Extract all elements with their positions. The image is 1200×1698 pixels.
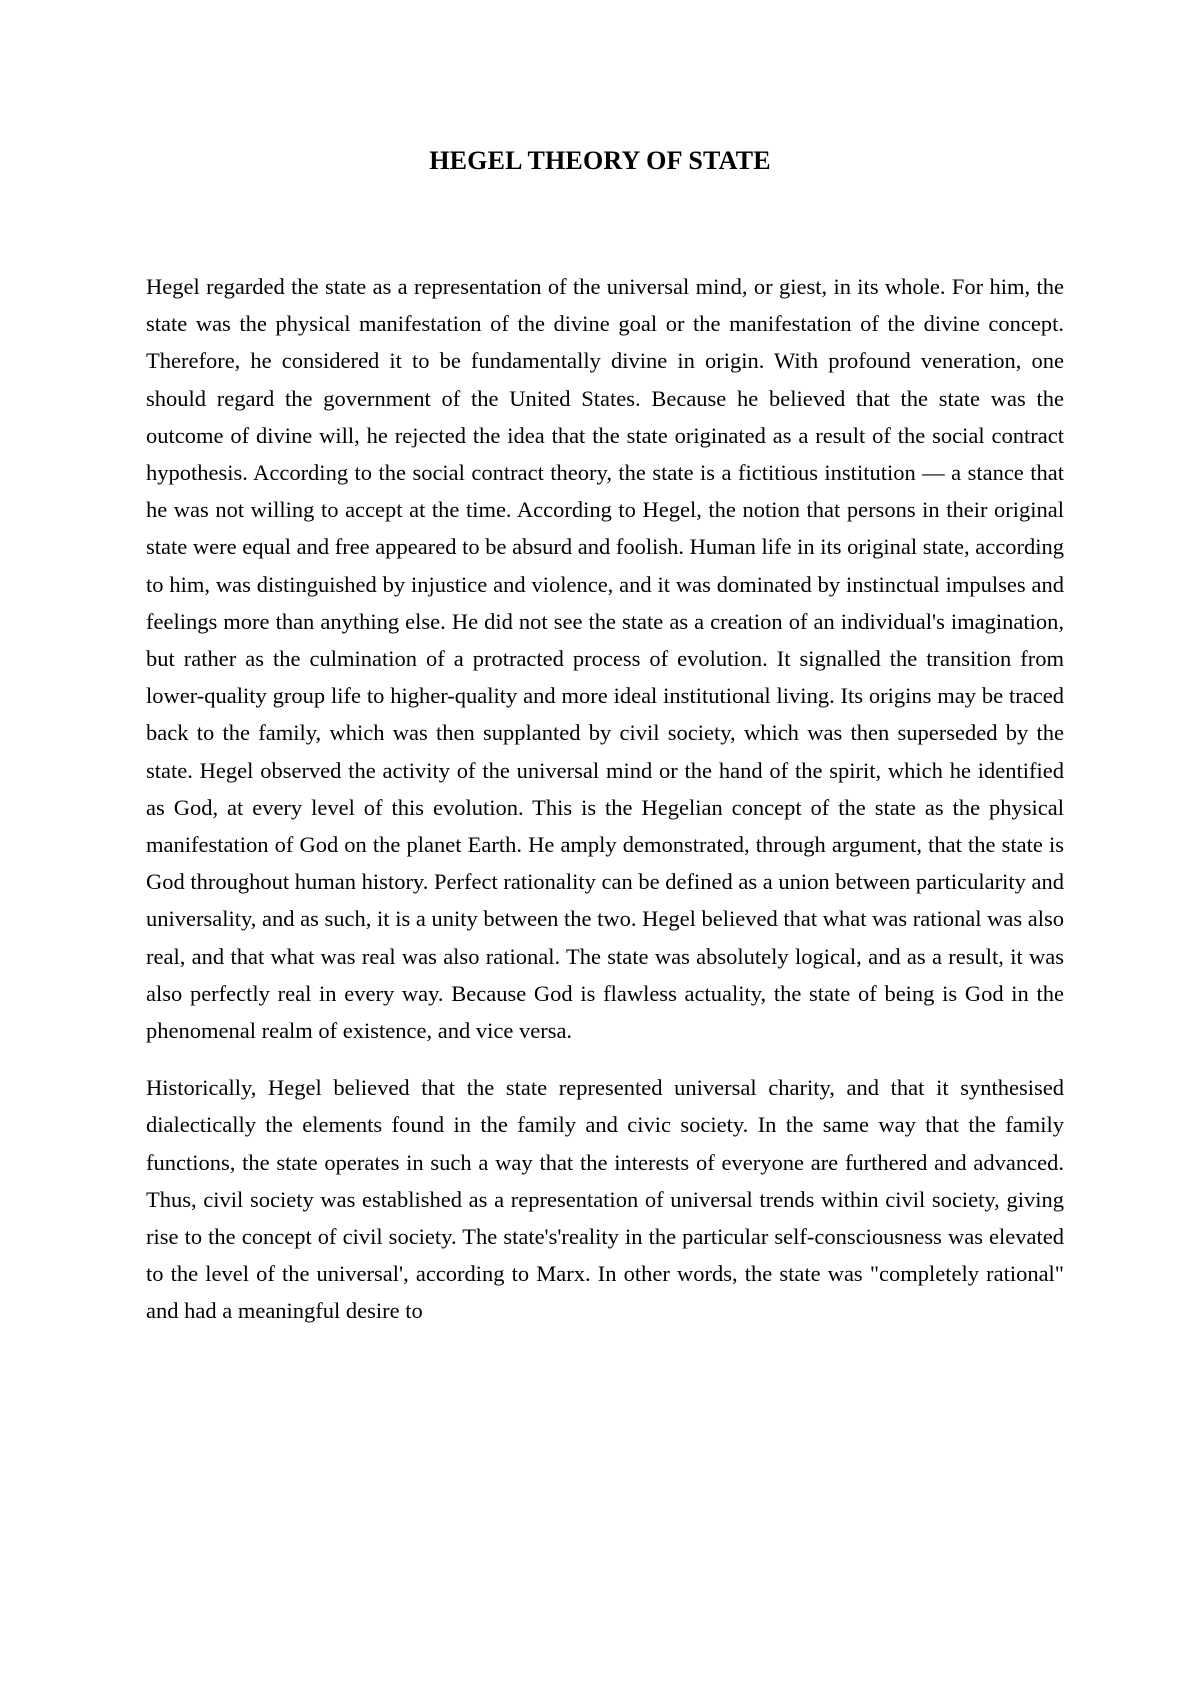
paragraph-2: Historically, Hegel believed that the state represented universal charity, and that it synthesised dialectically the elements found in the family and civic society. In the same way that the family functions, the state operates in such a way that the interests of everyone are furthered and advanced. Thus, civil society was established as a representation of universal trends within civil society, giving rise to the concept of civil society. The state's'reality in the particular self-consciousness was elevated to the level of the universal', according to Marx. In other words, the state was "completely rational" and had a meaningful desire to xyxy=(146,1075,1064,1324)
document-body xyxy=(146,268,1064,1350)
document-title: HEGEL THEORY OF STATE xyxy=(429,146,771,175)
paragraph-1: Hegel regarded the state as a representation of the universal mind, or giest, in its whole. For him, the state was the physical manifestation of the divine goal or the manifestation of the divine concept. Therefore, he considered it to be fundamentally divine in origin. With profound veneration, one should regard the government of the United States. Because he believed that the state was the outcome of divine will, he rejected the idea that the state originated as a result of the social contract hypothesis. According to the social contract theory, the state is a fictitious institution — a stance that he was not willing to accept at the time. According to Hegel, the notion that persons in their original state were equal and free appeared to be absurd and foolish. Human life in its original state, according to him, was distinguished by injustice and violence, and it was dominated by instinctual impulses and feelings more than anything else. He did not see the state as a creation of an individual's imagination, but rather as the culmination of a protracted process of evolution. It signalled the transition from lower-quality group life to higher-quality and more ideal institutional living. Its origins may be traced back to the family, which was then supplanted by civil society, which was then superseded by the state. Hegel observed the activity of the universal mind or the hand of the spirit, which he identified as God, at every level of this evolution. This is the Hegelian concept of the state as the physical manifestation of God on the planet Earth. He amply demonstrated, through argument, that the state is God throughout human history. Perfect rationality can be defined as a union between particularity and universality, and as such, it is a unity between the two. Hegel believed that what was rational was also real, and that what was real was also rational. The state was absolutely logical, and as a result, it was also perfectly real in every way. Because God is flawless actuality, the state of being is God in the phenomenal realm of existence, and vice versa. xyxy=(146,274,1064,1044)
